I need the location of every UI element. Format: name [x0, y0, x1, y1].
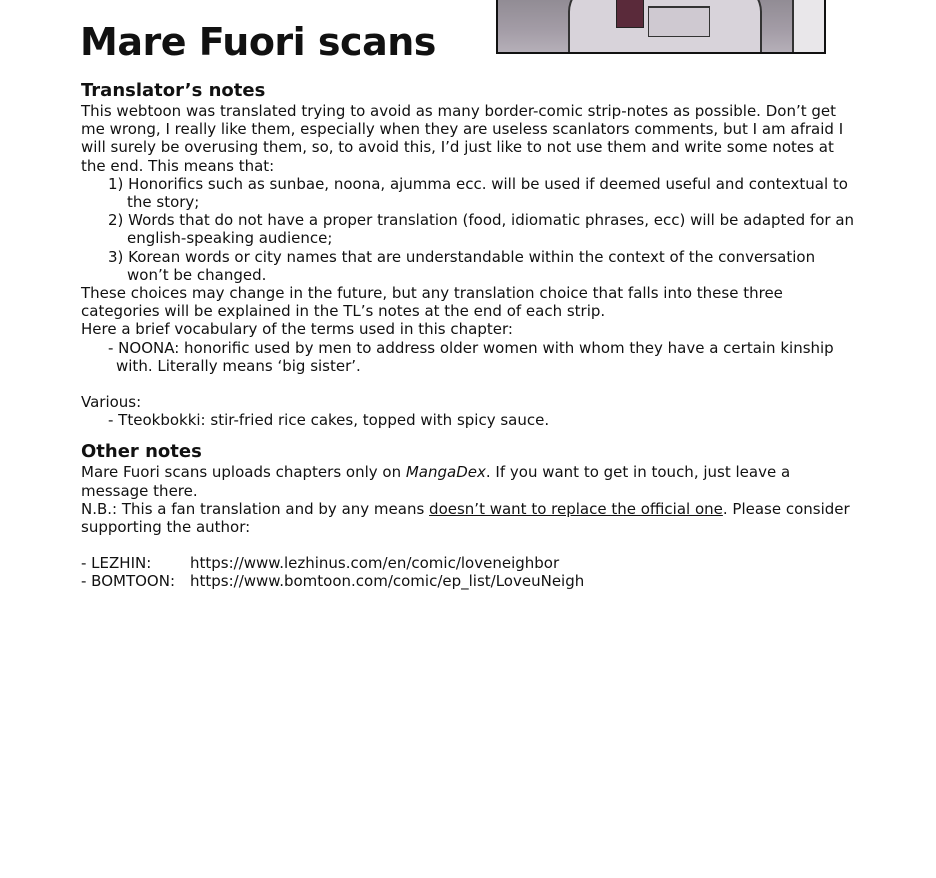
upload-info-text — [81, 463, 861, 499]
rule-item-1: 1) Honorifics such as sunbae, noona, ajumma ecc. will be used if deemed useful and contextual to the story; — [108, 174, 848, 212]
shirt-pocket-illustration — [648, 6, 710, 37]
link-row-bomtoon — [81, 572, 861, 590]
nb-underlined-text: doesn’t want to replace the official one — [429, 499, 723, 518]
translator-notes-heading: Translator’s notes — [81, 80, 266, 101]
tie-illustration — [616, 0, 644, 28]
link-label-lezhin: - LEZHIN: — [81, 554, 152, 573]
panel-background-strip — [792, 0, 824, 52]
various-label: Various: — [81, 393, 142, 412]
spacer — [81, 536, 861, 554]
nb-text — [81, 500, 861, 536]
various-item-tteokbokki: - Tteokbokki: stir-fried rice cakes, topped with spicy sauce. — [108, 411, 550, 430]
link-label-bomtoon: - BOMTOON: — [81, 572, 176, 591]
other-notes-heading: Other notes — [81, 441, 202, 463]
upload-text-after: . If you want to get in touch, just leave a message there. — [81, 463, 791, 500]
notes-content — [81, 80, 861, 591]
translator-notes-intro: This webtoon was translated trying to avoid as many border-comic strip-notes as possible. Don’t get me wrong, I really like them, especially when they are useless scanlators comments, but I am afraid I will surely be overusing them, so, to avoid this, I’d just like to not use them and write some notes at the end. This means that: — [81, 102, 844, 175]
page-title: Mare Fuori scans — [80, 20, 436, 64]
rule-item-2: 2) Words that do not have a proper translation (food, idiomatic phrases, ecc) will be adapted for an english-speaking audience; — [108, 211, 855, 248]
link-url-lezhin[interactable]: https://www.lezhinus.com/en/comic/loveneighbor — [190, 554, 560, 573]
upload-text-before: Mare Fuori scans uploads chapters only on — [81, 463, 406, 482]
nb-text-before: N.B.: This a fan translation and by any means — [81, 499, 430, 518]
vocabulary-intro: Here a brief vocabulary of the terms used in this chapter: — [81, 320, 513, 339]
translation-choices-text: These choices may change in the future, but any translation choice that falls into these three categories will be explained in the TL’s notes at the end of each strip. — [81, 284, 783, 321]
vocabulary-item-noona: - NOONA: honorific used by men to address older women with whom they have a certain kinship with. Literally means ‘big sister’. — [108, 338, 834, 375]
comic-panel-illustration — [496, 0, 826, 54]
rule-item-3: 3) Korean words or city names that are understandable within the context of the conversation won’t be changed. — [108, 247, 816, 284]
spacer — [81, 429, 861, 441]
spacer — [81, 375, 861, 393]
link-url-bomtoon[interactable]: https://www.bomtoon.com/comic/ep_list/LoveuNeigh — [190, 572, 585, 591]
nb-text-after: . Please consider supporting the author: — [81, 499, 850, 537]
mangadex-name: MangaDex — [405, 463, 486, 482]
link-row-lezhin — [81, 554, 861, 572]
